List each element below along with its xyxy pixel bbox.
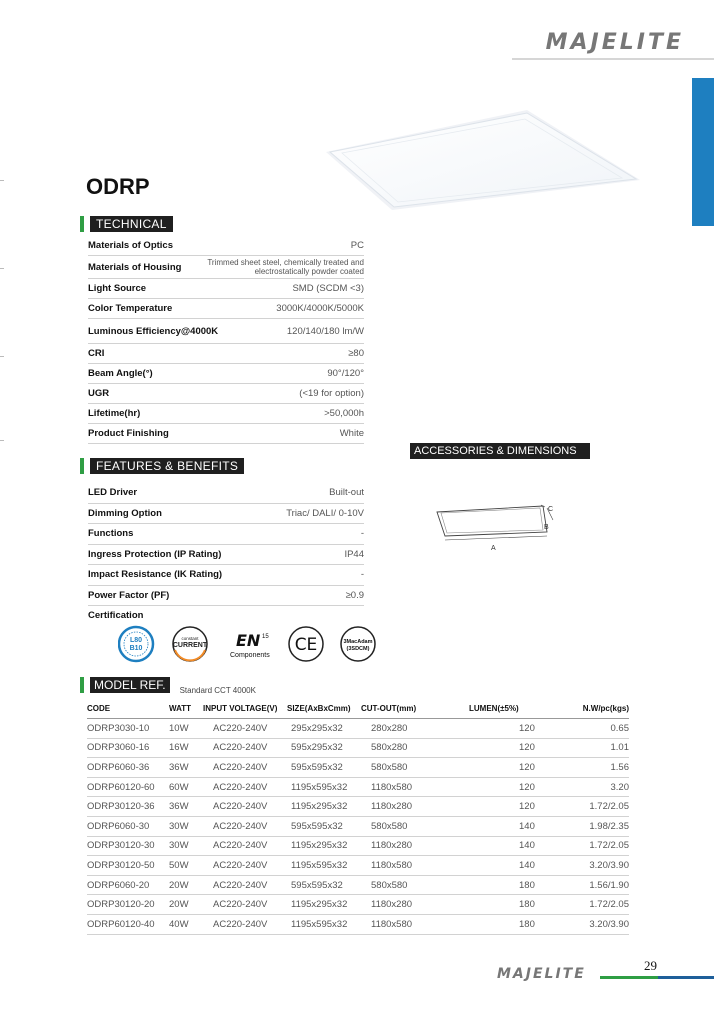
dimension-diagram [435, 502, 560, 557]
cell-watt: 50W [169, 856, 203, 876]
cell-size: 295x295x32 [287, 719, 361, 739]
side-tab [692, 78, 714, 226]
col-voltage: INPUT VOLTAGE(V) [203, 698, 287, 719]
cell-code: ODRP60120-40 [87, 914, 169, 934]
spec-row [88, 364, 364, 384]
spec-label: Lifetime(hr) [88, 408, 141, 419]
cell-watt: 20W [169, 875, 203, 895]
spec-row [88, 586, 364, 607]
table-header-row [87, 698, 629, 719]
spec-row [88, 256, 364, 279]
spec-row [88, 299, 364, 319]
cell-lumen: 140 [469, 856, 569, 876]
spec-row [88, 236, 364, 256]
sdcm-text: (3SDCM) [346, 646, 370, 652]
features-table [88, 483, 364, 626]
spec-row [88, 279, 364, 299]
cell-cutout: 580x580 [361, 816, 469, 836]
table-row [87, 758, 629, 778]
page-title: ODRP [86, 174, 150, 199]
spec-value: White [339, 428, 364, 439]
dim-label-a: A [491, 545, 496, 552]
cell-cutout: 1180x280 [361, 797, 469, 817]
certification-icons [118, 624, 378, 664]
spec-row [88, 524, 364, 545]
spec-label: LED Driver [88, 487, 138, 499]
cell-weight: 1.72/2.05 [569, 797, 629, 817]
current-text: CURRENT [172, 642, 208, 649]
cell-size: 595x595x32 [287, 758, 361, 778]
spec-label: Power Factor (PF) [88, 589, 170, 601]
table-row [87, 777, 629, 797]
cell-cutout: 1180x280 [361, 895, 469, 915]
col-watt: WATT [169, 698, 203, 719]
spec-value: >50,000h [324, 408, 364, 419]
ce-text: CE [294, 635, 318, 655]
cell-lumen: 180 [469, 875, 569, 895]
spec-label: UGR [88, 388, 110, 399]
cell-cutout: 280x280 [361, 719, 469, 739]
l80-text: L80 [129, 637, 143, 644]
spec-row [88, 565, 364, 586]
table-row [87, 856, 629, 876]
cell-voltage: AC220-240V [203, 914, 287, 934]
model-table [87, 698, 629, 935]
cell-weight: 3.20/3.90 [569, 856, 629, 876]
spec-row [88, 504, 364, 525]
cell-voltage: AC220-240V [203, 856, 287, 876]
cell-voltage: AC220-240V [203, 797, 287, 817]
cell-weight: 0.65 [569, 719, 629, 739]
spec-value: 120/140/180 lm/W [286, 325, 364, 337]
footer-rule-green [600, 976, 658, 979]
spec-label: Color Temperature [88, 303, 173, 314]
cell-voltage: AC220-240V [203, 816, 287, 836]
dim-label-b: B [544, 524, 549, 531]
cell-watt: 36W [169, 797, 203, 817]
ce-mark-icon [289, 627, 323, 661]
technical-heading [80, 216, 173, 232]
cell-weight: 1.01 [569, 738, 629, 758]
table-row [87, 875, 629, 895]
spec-value: Built-out [329, 487, 364, 499]
cell-cutout: 1180x580 [361, 777, 469, 797]
cell-cutout: 1180x580 [361, 914, 469, 934]
cell-watt: 30W [169, 836, 203, 856]
model-note: Standard CCT 4000K [179, 686, 256, 695]
cell-voltage: AC220-240V [203, 777, 287, 797]
l80-b10-icon [119, 627, 153, 661]
dim-label-c: C [548, 506, 554, 513]
cell-watt: 40W [169, 914, 203, 934]
brand-logo: MAJELITE [545, 30, 684, 55]
cell-code: ODRP30120-20 [87, 895, 169, 915]
spec-label: Beam Angle(°) [88, 368, 153, 379]
spec-value: SMD (SCDM <3) [292, 283, 364, 294]
spec-value: Trimmed sheet steel, chemically treated and electrostatically powder coated [207, 258, 364, 276]
cell-code: ODRP6060-30 [87, 816, 169, 836]
spec-label: Materials of Optics [88, 240, 173, 251]
cell-voltage: AC220-240V [203, 875, 287, 895]
cell-weight: 3.20 [569, 777, 629, 797]
spec-row [88, 545, 364, 566]
components-text: Components [230, 652, 270, 659]
cell-size: 1195x295x32 [287, 836, 361, 856]
cell-watt: 36W [169, 758, 203, 778]
spec-label: Luminous Efficiency@4000K [88, 325, 219, 337]
cell-watt: 10W [169, 719, 203, 739]
spec-label: Light Source [88, 283, 147, 294]
heading-accent-bar [80, 677, 84, 693]
constant-current-icon [173, 627, 208, 661]
table-row [87, 719, 629, 739]
cell-size: 1195x595x32 [287, 914, 361, 934]
cell-voltage: AC220-240V [203, 895, 287, 915]
model-heading-label: MODEL REF. [90, 677, 170, 693]
cell-cutout: 1180x580 [361, 856, 469, 876]
cell-watt: 20W [169, 895, 203, 915]
spec-row [88, 319, 364, 344]
cell-voltage: AC220-240V [203, 836, 287, 856]
model-heading [80, 677, 256, 693]
cell-cutout: 1180x280 [361, 836, 469, 856]
macadam-icon [341, 627, 375, 661]
col-weight: N.W/pc(kgs) [569, 698, 629, 719]
accessories-heading: ACCESSORIES & DIMENSIONS [410, 443, 590, 459]
spec-row [88, 424, 364, 444]
cell-code: ODRP6060-36 [87, 758, 169, 778]
col-lumen: LUMEN(±5%) [469, 698, 569, 719]
spec-value: - [360, 528, 364, 540]
cell-size: 595x595x32 [287, 875, 361, 895]
cell-size: 1195x295x32 [287, 895, 361, 915]
b10-text: B10 [129, 645, 143, 652]
cell-size: 1195x595x32 [287, 856, 361, 876]
cell-lumen: 180 [469, 895, 569, 915]
constant-text: constant [181, 636, 199, 641]
features-heading [80, 458, 244, 474]
spec-value: ≥0.9 [345, 589, 364, 601]
cell-code: ODRP30120-36 [87, 797, 169, 817]
table-row [87, 797, 629, 817]
table-row [87, 914, 629, 934]
cell-code: ODRP60120-60 [87, 777, 169, 797]
cell-code: ODRP6060-20 [87, 875, 169, 895]
spec-row [88, 606, 364, 626]
cell-size: 595x295x32 [287, 738, 361, 758]
col-cutout: CUT-OUT(mm) [361, 698, 469, 719]
spec-value: (<19 for option) [299, 388, 364, 399]
product-image [322, 110, 642, 210]
spec-row [88, 483, 364, 504]
cell-size: 1195x595x32 [287, 777, 361, 797]
spec-value: Triac/ DALI/ 0-10V [286, 507, 364, 519]
cell-lumen: 180 [469, 914, 569, 934]
spec-value: 90°/120° [327, 368, 364, 379]
cell-weight: 1.72/2.05 [569, 895, 629, 915]
top-divider [512, 58, 714, 60]
col-size: SIZE(AxBxCmm) [287, 698, 361, 719]
spec-row [88, 384, 364, 404]
cell-weight: 3.20/3.90 [569, 914, 629, 934]
cell-size: 1195x295x32 [287, 797, 361, 817]
spec-label: CRI [88, 348, 105, 359]
technical-heading-label: TECHNICAL [90, 216, 173, 232]
cell-weight: 1.98/2.35 [569, 816, 629, 836]
footer-rule-blue [658, 976, 714, 979]
spec-label: Dimming Option [88, 507, 162, 519]
cell-lumen: 120 [469, 719, 569, 739]
spec-label: Ingress Protection (IP Rating) [88, 548, 222, 560]
cell-watt: 30W [169, 816, 203, 836]
cell-voltage: AC220-240V [203, 758, 287, 778]
spec-value: IP44 [344, 548, 364, 560]
en-num-text: 15 [262, 634, 269, 640]
cell-cutout: 580x280 [361, 738, 469, 758]
spec-value: PC [350, 240, 364, 251]
cell-voltage: AC220-240V [203, 738, 287, 758]
cell-code: ODRP3060-16 [87, 738, 169, 758]
spec-value: - [360, 569, 364, 581]
cell-weight: 1.72/2.05 [569, 836, 629, 856]
cell-code: ODRP30120-50 [87, 856, 169, 876]
spec-label: Materials of Housing [88, 261, 182, 273]
cell-code: ODRP3030-10 [87, 719, 169, 739]
cell-lumen: 140 [469, 836, 569, 856]
spec-row [88, 344, 364, 364]
cell-lumen: 120 [469, 797, 569, 817]
spec-value: 3000K/4000K/5000K [276, 303, 364, 314]
heading-accent-bar [80, 458, 84, 474]
cell-weight: 1.56 [569, 758, 629, 778]
spec-label: Certification [88, 610, 144, 622]
page-number: 29 [644, 958, 657, 973]
cell-lumen: 120 [469, 758, 569, 778]
macadam-text: 3MacAdam [343, 639, 373, 645]
cell-code: ODRP30120-30 [87, 836, 169, 856]
spec-label: Impact Resistance (IK Rating) [88, 569, 223, 581]
spec-row [88, 404, 364, 424]
cell-cutout: 580x580 [361, 875, 469, 895]
svg-text:EN: EN [236, 631, 261, 650]
table-row [87, 836, 629, 856]
table-row [87, 895, 629, 915]
footer-logo: MAJELITE [497, 966, 586, 982]
cell-voltage: AC220-240V [203, 719, 287, 739]
spec-value: ≥80 [348, 348, 364, 359]
cell-lumen: 120 [469, 738, 569, 758]
cell-watt: 60W [169, 777, 203, 797]
features-heading-label: FEATURES & BENEFITS [90, 458, 244, 474]
col-code: CODE [87, 698, 169, 719]
technical-table [88, 236, 364, 444]
heading-accent-bar [80, 216, 84, 232]
cell-watt: 16W [169, 738, 203, 758]
cell-size: 595x595x32 [287, 816, 361, 836]
cell-cutout: 580x580 [361, 758, 469, 778]
cell-weight: 1.56/1.90 [569, 875, 629, 895]
spec-label: Product Finishing [88, 428, 169, 439]
spec-label: Functions [88, 528, 134, 540]
table-row [87, 738, 629, 758]
table-row [87, 816, 629, 836]
cell-lumen: 120 [469, 777, 569, 797]
en15-components-icon [230, 631, 270, 659]
cell-lumen: 140 [469, 816, 569, 836]
